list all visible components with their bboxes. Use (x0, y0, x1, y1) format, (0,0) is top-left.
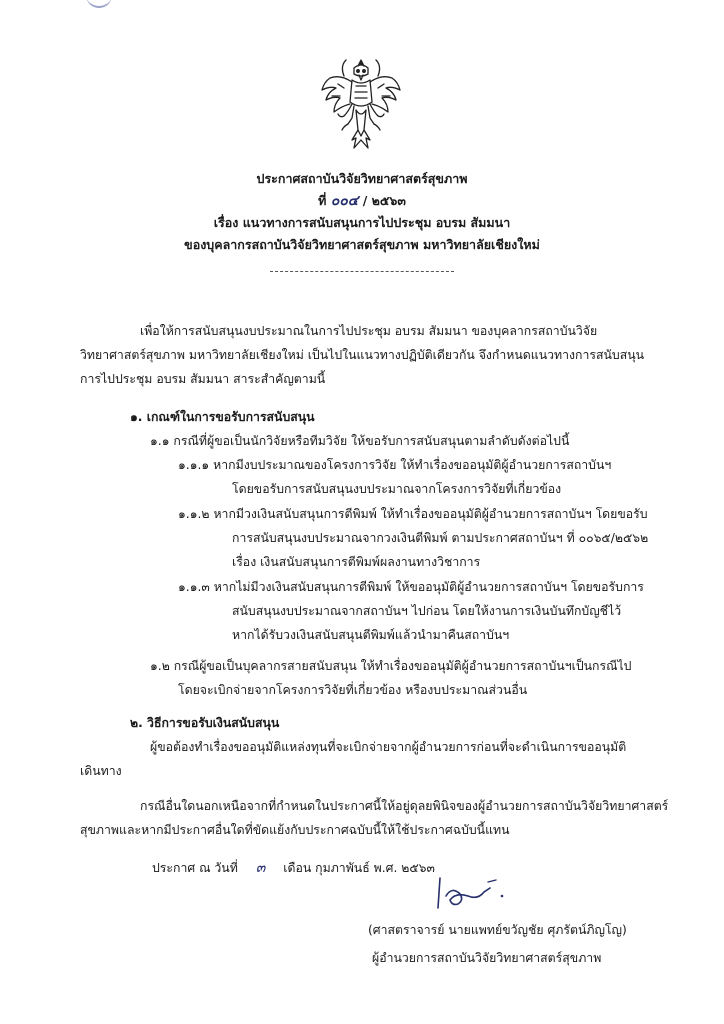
announcement-subject-line2: ของบุคลากรสถาบันวิจัยวิทยาศาสตร์สุขภาพ มหาวิทยาลัยเชียงใหม่ (184, 237, 540, 252)
announce-month-year: เดือน กุมภาพันธ์ พ.ศ. ๒๕๖๓ (283, 861, 435, 875)
handwritten-signature (424, 870, 544, 918)
announce-prefix: ประกาศ ณ วันที่ (152, 861, 238, 875)
announcement-number (0, 190, 724, 212)
other-cases-line-1: กรณีอื่นใดนอกเหนือจากที่กำหนดในประกาศนี้ให้อยู่ดุลยพินิจของผู้อำนวยการสถาบันวิจัยวิทยาศาสตร์ (140, 799, 669, 813)
other-cases-line-2: สุขภาพและหากมีประกาศอื่นใดที่ขัดแย้งกับประกาศฉบับนี้ให้ใช้ประกาศฉบับนี้แทน (80, 823, 510, 837)
announce-day: ๓ (255, 860, 266, 876)
number-suffix: / ๒๕๖๓ (362, 193, 406, 208)
section-1-1: ๑.๑ กรณีที่ผู้ขอเป็นนักวิจัยหรือทีมวิจัย ให้ขอรับการสนับสนุนตามลำดับดังต่อไปนี้ (150, 434, 570, 448)
section-1-heading: ๑. เกณฑ์ในการขอรับการสนับสนุน (130, 410, 315, 424)
intro-line-1: เพื่อให้การสนับสนุนงบประมาณในการไปประชุม อบรม สัมมนา ของบุคลากรสถาบันวิจัย (140, 324, 598, 338)
section-1-2-line-1: ๑.๒ กรณีผู้ขอเป็นบุคลากรสายสนับสนุน ให้ทำเรื่องขออนุมัติผู้อำนวยการสถาบันฯเป็นกรณีไป (150, 659, 632, 673)
section-1-1-3-line-2: สนับสนุนงบประมาณจากสถาบันฯ ไปก่อน โดยให้งานการเงินบันทึกบัญชีไว้ (232, 604, 622, 618)
section-2-heading: ๒. วิธีการขอรับเงินสนับสนุน (130, 716, 280, 730)
announce-date (152, 856, 435, 880)
number-prefix: ที่ (318, 193, 327, 208)
number-value: ๐๐๔ (330, 193, 359, 209)
intro-line-3: การไปประชุม อบรม สัมมนา สาระสำคัญตามนี้ (80, 372, 326, 386)
section-1-1-3-line-3: หากได้รับวงเงินสนับสนุนตีพิมพ์แล้วนำมาคืนสถาบันฯ (232, 628, 510, 642)
section-2-line-1: ผู้ขอต้องทำเรื่องขออนุมัติแหล่งทุนที่จะเบิกจ่ายจากผู้อำนวยการก่อนที่จะดำเนินการขออนุมัติ (150, 740, 627, 754)
section-1-1-2-line-2: การสนับสนุนงบประมาณจากวงเงินตีพิมพ์ ตามประกาศสถาบันฯ ที่ ๐๐๖๕/๒๕๖๒ (232, 531, 649, 545)
section-1-2-line-2: โดยจะเบิกจ่ายจากโครงการวิจัยที่เกี่ยวข้อง หรืองบประมาณส่วนอื่น (178, 683, 528, 697)
section-1-1-1-line-2: โดยขอรับการสนับสนุนงบประมาณจากโครงการวิจัยที่เกี่ยวข้อง (232, 482, 562, 496)
garuda-emblem-icon (318, 56, 404, 152)
signatory-name: (ศาสตราจารย์ นายแพทย์ขวัญชัย ศุภรัตน์ภิญโญ) (368, 923, 627, 937)
section-1-1-3-line-1: ๑.๑.๓ หากไม่มีวงเงินสนับสนุนการตีพิมพ์ ให้ขออนุมัติผู้อำนวยการสถาบันฯ โดยขอรับการ (178, 580, 644, 594)
intro-line-2: วิทยาศาสตร์สุขภาพ มหาวิทยาลัยเชียงใหม่ เป็นไปในแนวทางปฏิบัติเดียวกัน จึงกำหนดแนวทางการสนับสนุน (80, 348, 645, 362)
signatory-position: ผู้อำนวยการสถาบันวิจัยวิทยาศาสตร์สุขภาพ (372, 951, 602, 965)
page-corner-mark (86, 0, 112, 8)
announcement-title: ประกาศสถาบันวิจัยวิทยาศาสตร์สุขภาพ (256, 171, 468, 186)
section-1-1-2-line-3: เรื่อง เงินสนับสนุนการตีพิมพ์ผลงานทางวิชาการ (232, 555, 481, 569)
announcement-subject: เรื่อง แนวทางการสนับสนุนการไปประชุม อบรม สัมมนา (213, 215, 511, 230)
section-2-line-2: เดินทาง (80, 764, 122, 778)
header-divider (270, 271, 454, 272)
section-1-1-1-line-1: ๑.๑.๑ หากมีงบประมาณของโครงการวิจัย ให้ทำเรื่องขออนุมัติผู้อำนวยการสถาบันฯ (178, 458, 612, 472)
section-1-1-2-line-1: ๑.๑.๒ หากมีวงเงินสนับสนุนการตีพิมพ์ ให้ทำเรื่องขออนุมัติผู้อำนวยการสถาบันฯ โดยขอรับ (178, 507, 648, 521)
